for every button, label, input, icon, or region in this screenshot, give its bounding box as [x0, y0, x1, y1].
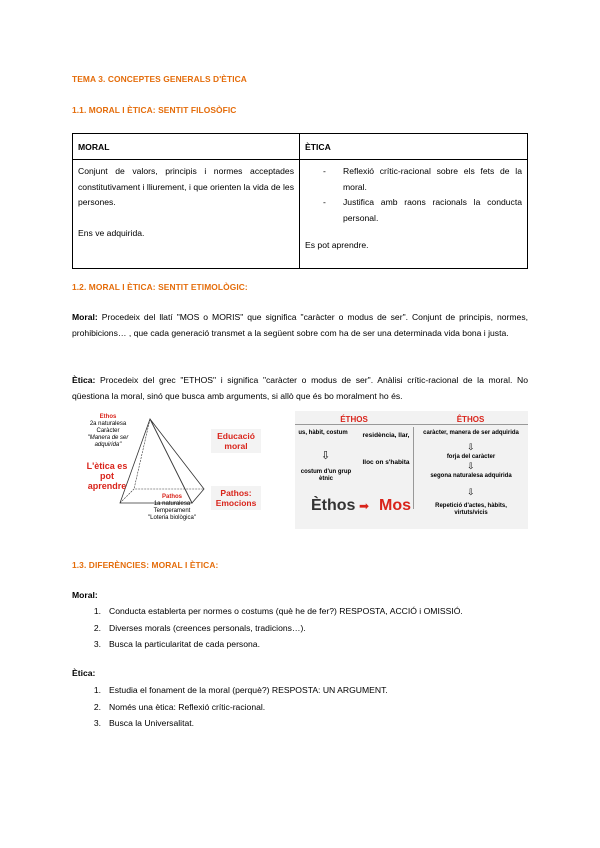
arrow-down-icon: ⇩ [467, 487, 475, 497]
etica-list [72, 682, 528, 732]
arrow-down-icon: ⇩ [321, 450, 331, 462]
pathos-line: "Loteria biològica" [148, 515, 196, 521]
ethos-line: 2a naturalesa [89, 421, 127, 427]
moral-etica-table [72, 133, 528, 269]
list-item: 3. Busca la particularitat de cada persona. [93, 639, 260, 649]
etica-pot-line: pot [100, 471, 114, 481]
etica-note: Es pot aprendre. [305, 240, 369, 250]
ethos-col2-item: Repetició d'actes, hàbits, virtuts/vicis [435, 503, 507, 516]
pathos-box-line: Pathos: [220, 488, 252, 498]
pathos-line: Pathos [161, 494, 182, 500]
section-heading-1-3: 1.3. DIFERÈNCIES: MORAL I ÈTICA: [72, 560, 219, 570]
ethos-line: adquirida" [94, 442, 122, 448]
pathos-line: Temperament [153, 508, 191, 514]
ethos-col2-item: caràcter, manera de ser adquirida [423, 430, 519, 436]
ethos-line: Caràcter [96, 428, 120, 434]
ethos-col2-item: segona naturalesa adquirida [430, 473, 512, 479]
etica-pot-aprendre [76, 461, 138, 491]
list-item: 2. Només una ètica: Reflexió crític-racional. [93, 701, 266, 712]
etym-etica-paragraph [72, 372, 528, 405]
ethos-col2-title: ÊTHOS [413, 415, 528, 425]
educacio-moral-box [211, 429, 261, 453]
etym-etica-text: Procedeix del grec "ETHOS" i significa "caràcter o modus de ser". Anàlisi crític-racional de la moral. No qüestiona la moral, sinó que busca amb arguments, si allò que és bo moralment ho és. [72, 375, 528, 402]
ethos-mid-top: residència, llar, [362, 432, 410, 439]
moral-note: Ens ve adquirida. [78, 227, 145, 238]
etica-item: Justifica amb raons racionals la conducta personal. [343, 197, 522, 223]
ethos-col1-mid: costum d'un grup ètnic [300, 469, 352, 482]
document-title: TEMA 3. CONCEPTES GENERALS D'ÈTICA [72, 74, 247, 84]
pathos-caption [132, 494, 212, 522]
educacio-line: moral [224, 441, 248, 451]
etym-etica-label: Ètica: [72, 375, 96, 385]
ethos-bottom-word: Èthos [311, 497, 356, 514]
list-item: 1. Estudia el fonament de la moral (perquè?) RESPOSTA: UN ARGUMENT. [93, 685, 388, 695]
list-moral-label: Moral: [72, 590, 98, 600]
etym-moral-paragraph [72, 309, 528, 342]
table-header-moral: MORAL [73, 134, 300, 160]
ethos-col1-title: ÉTHOS [295, 415, 413, 425]
etica-item: Reflexió crític-racional sobre els fets de la moral. [343, 166, 522, 192]
mos-bottom-word: Mos [379, 497, 411, 514]
ethos-col1-top: us, hàbit, costum [298, 430, 348, 436]
ethos-divider [413, 427, 414, 509]
section-heading-1-2: 1.2. MORAL I ÈTICA: SENTIT ETIMOLÒGIC: [72, 282, 248, 292]
arrow-down-icon: ⇩ [467, 461, 475, 471]
ethos-col2-item: forja del caràcter [446, 454, 496, 460]
etym-moral-text: Procedeix del llatí "MOS o MORIS" que significa "caràcter o modus de ser". Conjunt de principis, normes, prohibicions… , que cada generació transmet a la següent sobre com ha de ser una determinada vida bona i justa. [72, 312, 528, 339]
ethos-title: Ethos [99, 414, 117, 420]
etym-moral-label: Moral: [72, 312, 98, 322]
list-item: 2. Diverses morals (creences personals, tradicions…). [93, 622, 306, 633]
pathos-emocions-box [211, 486, 261, 510]
arrow-down-icon: ⇩ [467, 442, 475, 452]
ethos-mid-bottom: lloc on s'habita [362, 459, 410, 466]
etica-pot-line: L'ètica es [86, 461, 128, 471]
pathos-line: 1a naturalesa [153, 501, 191, 507]
moral-definition: Conjunt de valors, principis i normes acceptades constitutivament i lliurement, i que orienten la vida de les persones. [78, 166, 294, 207]
list-item: 3. Busca la Universalitat. [93, 718, 195, 728]
educacio-line: Educació [217, 431, 255, 441]
ethos-figure [295, 411, 528, 529]
etica-pot-line: aprendre [87, 481, 127, 491]
ethos-line: "Manera de ser [87, 435, 129, 441]
table-header-etica: ÈTICA [300, 134, 528, 160]
section-heading-1-1: 1.1. MORAL I ÈTICA: SENTIT FILOSÒFIC [72, 105, 237, 115]
pyramid-figure [72, 411, 265, 529]
arrow-right-icon: ➡ [359, 499, 370, 513]
pathos-box-line: Emocions [215, 498, 257, 508]
table-cell-etica: - Reflexió crític-racional sobre els fets de la moral. - Justifica amb raons racionals la conducta personal. Es pot aprendre. [300, 160, 528, 269]
list-item: 1. Conducta establerta per normes o costums (què he de fer?) RESPOSTA, ACCIÓ i OMISSIÓ. [93, 606, 463, 616]
table-cell-moral [73, 160, 300, 269]
moral-list [72, 603, 528, 653]
ethos-caption [78, 414, 138, 449]
list-etica-label: Ètica: [72, 668, 96, 678]
